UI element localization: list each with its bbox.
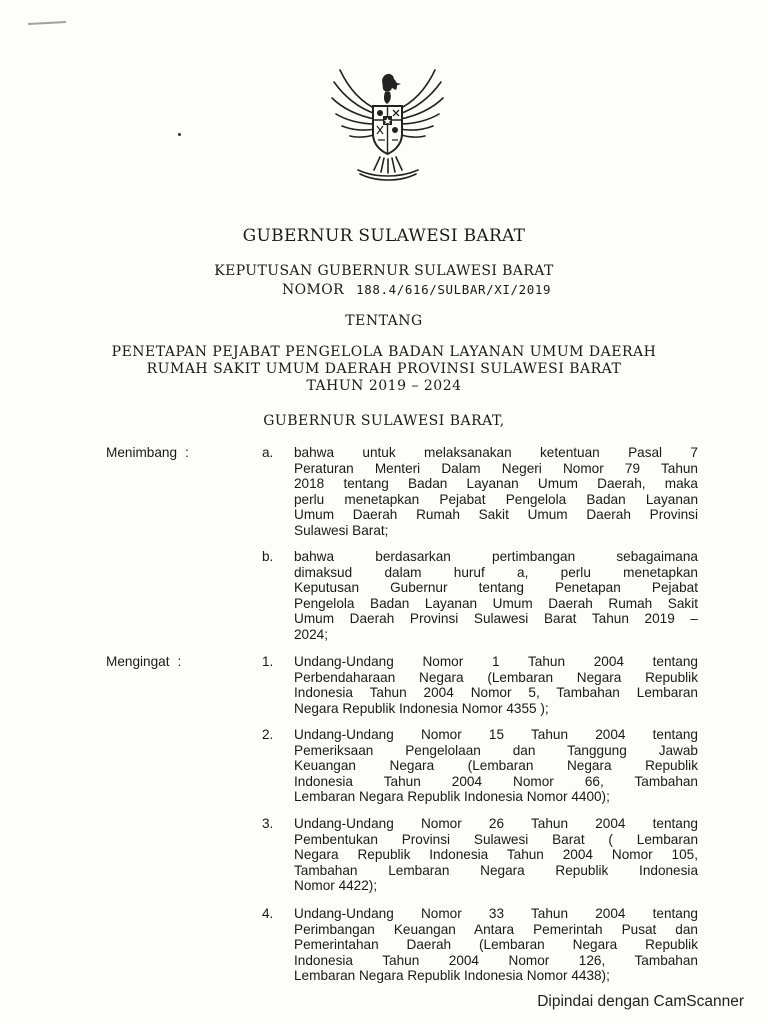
text-line: Undang-Undang Nomor 15 Tahun 2004 tentang	[294, 727, 698, 742]
text-line: Undang-Undang Nomor 33 Tahun 2004 tentang	[294, 906, 698, 921]
number-label: NOMOR	[282, 282, 345, 298]
legal-basis-2	[294, 727, 698, 805]
text-line: bahwa berdasarkan pertimbangan sebagaimana	[294, 549, 698, 564]
text-line: Perimbangan Keuangan Antara Pemerintah Pusat dan	[294, 921, 698, 937]
item-marker: 1.	[262, 654, 274, 669]
item-marker: a.	[262, 445, 274, 460]
text-line: Umum Daerah Provinsi Sulawesi Barat Tahun 2019 –	[294, 611, 698, 627]
consideration-b	[294, 549, 698, 643]
text-line: Undang-Undang Nomor 1 Tahun 2004 tentang	[294, 654, 698, 669]
text-line: Perbendaharaan Negara (Lembaran Negara Republik	[294, 669, 698, 685]
subject-line: PENETAPAN PEJABAT PENGELOLA BADAN LAYANAN UMUM DAERAH	[111, 344, 657, 360]
text-line: Indonesia Tahun 2004 Nomor 126, Tambahan	[294, 952, 698, 968]
text-line: Keputusan Gubernur tentang Penetapan Pejabat	[294, 580, 698, 596]
text-line: 2018 tentang Badan Layanan Umum Daerah, maka	[294, 476, 698, 492]
text-line: Pemerintahan Daerah (Lembaran Negara Republik	[294, 937, 698, 953]
subject-line: TAHUN 2019 – 2024	[306, 378, 462, 394]
garuda-emblem-icon	[330, 62, 445, 184]
text-line: Keuangan Negara (Lembaran Negara Republik	[294, 758, 698, 774]
issuer-title: GUBERNUR SULAWESI BARAT	[242, 226, 526, 246]
decree-subject	[0, 344, 768, 395]
menimbang-label	[106, 445, 189, 460]
text-line: Pemeriksaan Pengelolaan dan Tanggung Jawab	[294, 742, 698, 758]
text-line: bahwa untuk melaksanakan ketentuan Pasal 7	[294, 445, 698, 460]
legal-basis-3	[294, 816, 698, 894]
text-line: Lembaran Negara Republik Indonesia Nomor 4400);	[294, 789, 610, 805]
item-marker: 4.	[262, 906, 274, 921]
text-line: Negara Republik Indonesia Tahun 2004 Nomor 105,	[294, 847, 698, 863]
section-colon: :	[185, 445, 189, 460]
section-colon: :	[177, 654, 182, 669]
text-line: Lembaran Negara Republik Indonesia Nomor 4438);	[294, 968, 610, 984]
decree-number	[282, 282, 551, 298]
text-line: Sulawesi Barat;	[294, 522, 389, 538]
text-line: Tambahan Lembaran Negara Republik Indonesia	[294, 862, 698, 878]
scanner-watermark: Dipindai dengan CamScanner	[537, 993, 744, 1010]
text-line: Pembentukan Provinsi Sulawesi Barat ( Lembaran	[294, 831, 698, 847]
item-marker: 3.	[262, 816, 274, 831]
text-line: Umum Daerah Rumah Sakit Umum Daerah Provinsi	[294, 507, 698, 523]
about-heading: TENTANG	[345, 313, 423, 329]
text-line: Pengelola Badan Layanan Umum Daerah Rumah Sakit	[294, 595, 698, 611]
legal-basis-4	[294, 906, 698, 984]
item-marker: 2.	[262, 727, 274, 742]
legal-basis-1	[294, 654, 698, 716]
text-line: Undang-Undang Nomor 26 Tahun 2004 tentang	[294, 816, 698, 831]
scan-mark	[28, 21, 66, 25]
text-line: Peraturan Menteri Dalam Negeri Nomor 79 Tahun	[294, 460, 698, 476]
text-line: Indonesia Tahun 2004 Nomor 5, Tambahan Lembaran	[294, 685, 698, 701]
decree-type: KEPUTUSAN GUBERNUR SULAWESI BARAT	[214, 263, 554, 279]
issuer-line: GUBERNUR SULAWESI BARAT,	[263, 413, 505, 429]
mengingat-label	[106, 654, 181, 669]
text-line: Negara Republik Indonesia Nomor 4355 );	[294, 700, 549, 716]
text-line: 2024;	[294, 626, 329, 642]
number-value: 188.4/616/SULBAR/XI/2019	[356, 282, 552, 297]
section-label-text: Menimbang	[106, 445, 178, 460]
consideration-a	[294, 445, 698, 539]
section-label-text: Mengingat	[106, 654, 170, 669]
text-line: Indonesia Tahun 2004 Nomor 66, Tambahan	[294, 773, 698, 789]
scan-dot	[178, 133, 181, 136]
text-line: dimaksud dalam huruf a, perlu menetapkan	[294, 564, 698, 580]
item-marker: b.	[262, 549, 274, 564]
text-line: Nomor 4422);	[294, 878, 378, 894]
subject-line: RUMAH SAKIT UMUM DAERAH PROVINSI SULAWESI BARAT	[146, 361, 622, 377]
text-line: perlu menetapkan Pejabat Pengelola Badan Layanan	[294, 491, 698, 507]
